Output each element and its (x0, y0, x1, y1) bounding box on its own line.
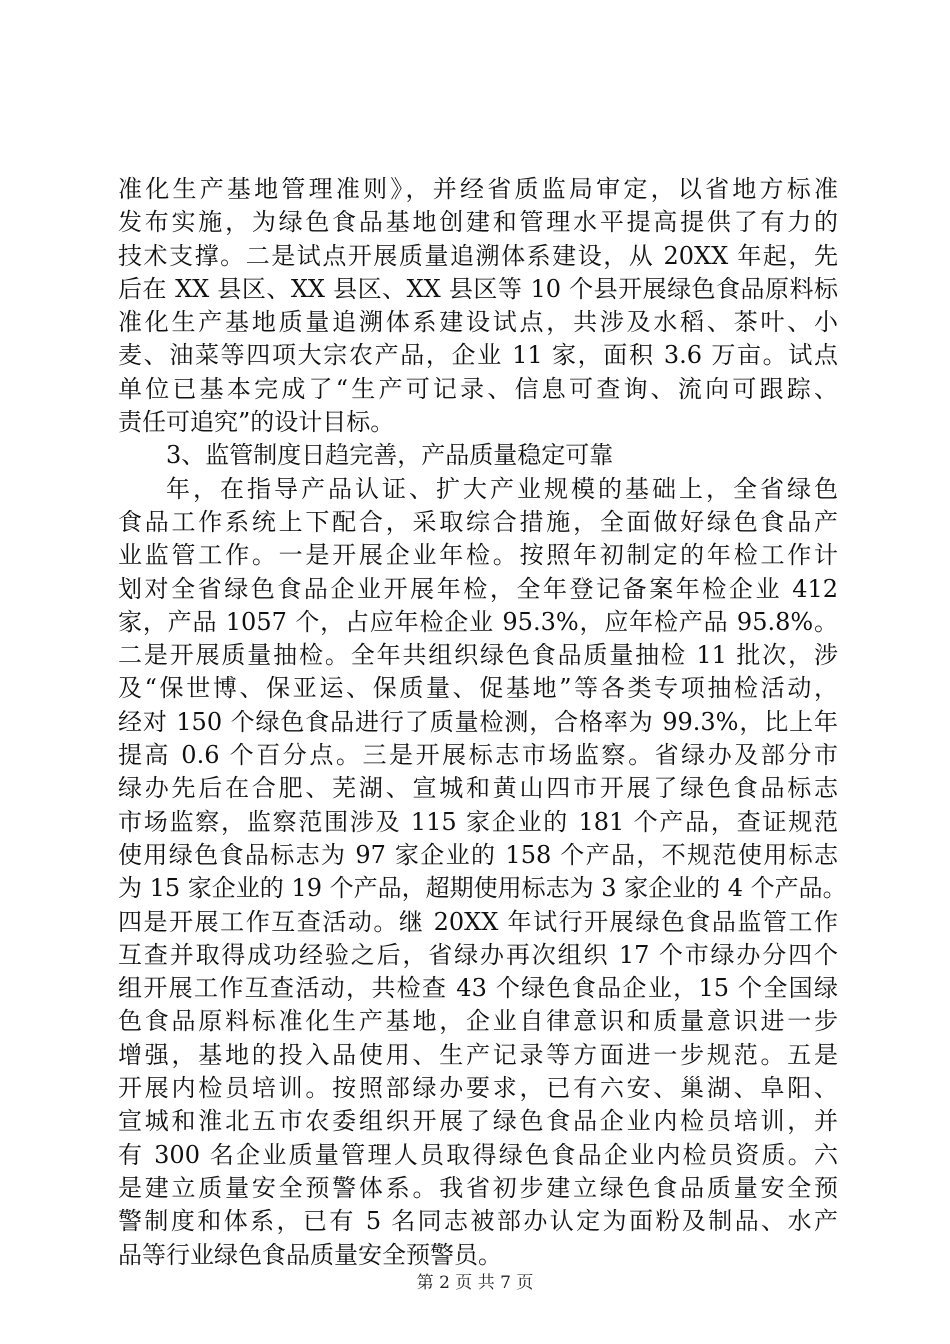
text-line: 组开展工作互查活动，共检查 43 个绿色食品企业，15 个全国绿 (118, 974, 838, 1003)
text-line: 四是开展工作互查活动。继 20XX 年试行开展绿色食品监管工作 (118, 907, 838, 936)
text-line: 使用绿色食品标志为 97 家企业的 158 个产品，不规范使用标志 (118, 840, 838, 869)
text-line: 及“保世博、保亚运、保质量、促基地”等各类专项抽检活动， (118, 674, 838, 703)
text-line: 互查并取得成功经验之后，省绿办再次组织 17 个市绿办分四个 (118, 940, 838, 969)
text-line: 市场监察，监察范围涉及 115 家企业的 181 个产品，查证规范 (118, 807, 838, 836)
text-line: 二是开展质量抽检。全年共组织绿色食品质量抽检 11 批次，涉 (118, 641, 838, 670)
text-line: 警制度和体系，已有 5 名同志被部办认定为面粉及制品、水产 (118, 1207, 838, 1236)
text-line: 绿办先后在合肥、芜湖、宣城和黄山四市开展了绿色食品标志 (118, 774, 838, 803)
section-heading: 3、监管制度日趋完善，产品质量稳定可靠 (166, 441, 614, 470)
page-number-footer: 第 2 页 共 7 页 (416, 1273, 534, 1293)
text-line: 食品工作系统上下配合，采取综合措施，全面做好绿色食品产 (118, 507, 838, 536)
text-line: 经对 150 个绿色食品进行了质量检测，合格率为 99.3%，比上年 (118, 707, 838, 736)
text-line: 宣城和淮北五市农委组织开展了绿色食品企业内检员培训，并 (118, 1107, 838, 1136)
text-line: 划对全省绿色食品企业开展年检，全年登记备案年检企业 412 (118, 574, 838, 603)
text-line: 技术支撑。二是试点开展质量追溯体系建设，从 20XX 年起，先 (118, 241, 838, 270)
text-line: 为 15 家企业的 19 个产品，超期使用标志为 3 家企业的 4 个产品。 (118, 874, 847, 903)
text-line: 是建立质量安全预警体系。我省初步建立绿色食品质量安全预 (118, 1173, 838, 1202)
text-line: 年，在指导产品认证、扩大产业规模的基础上，全省绿色 (166, 474, 838, 503)
text-line: 单位已基本完成了“生产可记录、信息可查询、流向可跟踪、 (118, 374, 838, 403)
text-line: 发布实施，为绿色食品基地创建和管理水平提高提供了有力的 (118, 208, 838, 237)
text-line: 准化生产基地管理准则》，并经省质监局审定，以省地方标准 (118, 175, 838, 203)
text-line: 色食品原料标准化生产基地，企业自律意识和质量意识进一步 (118, 1007, 838, 1036)
text-line: 有 300 名企业质量管理人员取得绿色食品企业内检员资质。六 (118, 1140, 838, 1169)
text-line: 责任可追究”的设计目标。 (118, 408, 395, 437)
text-line: 准化生产基地质量追溯体系建设试点，共涉及水稻、茶叶、小 (118, 308, 838, 337)
text-line: 家，产品 1057 个，占应年检企业 95.3%，应年检产品 95.8%。 (118, 607, 838, 636)
text-line: 增强，基地的投入品使用、生产记录等方面进一步规范。五是 (118, 1040, 838, 1069)
text-line: 后在 XX 县区、XX 县区、XX 县区等 10 个县开展绿色食品原料标 (118, 274, 838, 303)
text-line: 开展内检员培训。按照部绿办要求，已有六安、巢湖、阜阳、 (118, 1074, 838, 1103)
text-line: 品等行业绿色食品质量安全预警员。 (118, 1240, 502, 1269)
text-line: 提高 0.6 个百分点。三是开展标志市场监察。省绿办及部分市 (118, 741, 838, 770)
text-line: 麦、油菜等四项大宗农产品，企业 11 家，面积 3.6 万亩。试点 (118, 341, 838, 370)
document-body (118, 173, 847, 1272)
text-line: 业监管工作。一是开展企业年检。按照年初制定的年检工作计 (118, 541, 838, 570)
